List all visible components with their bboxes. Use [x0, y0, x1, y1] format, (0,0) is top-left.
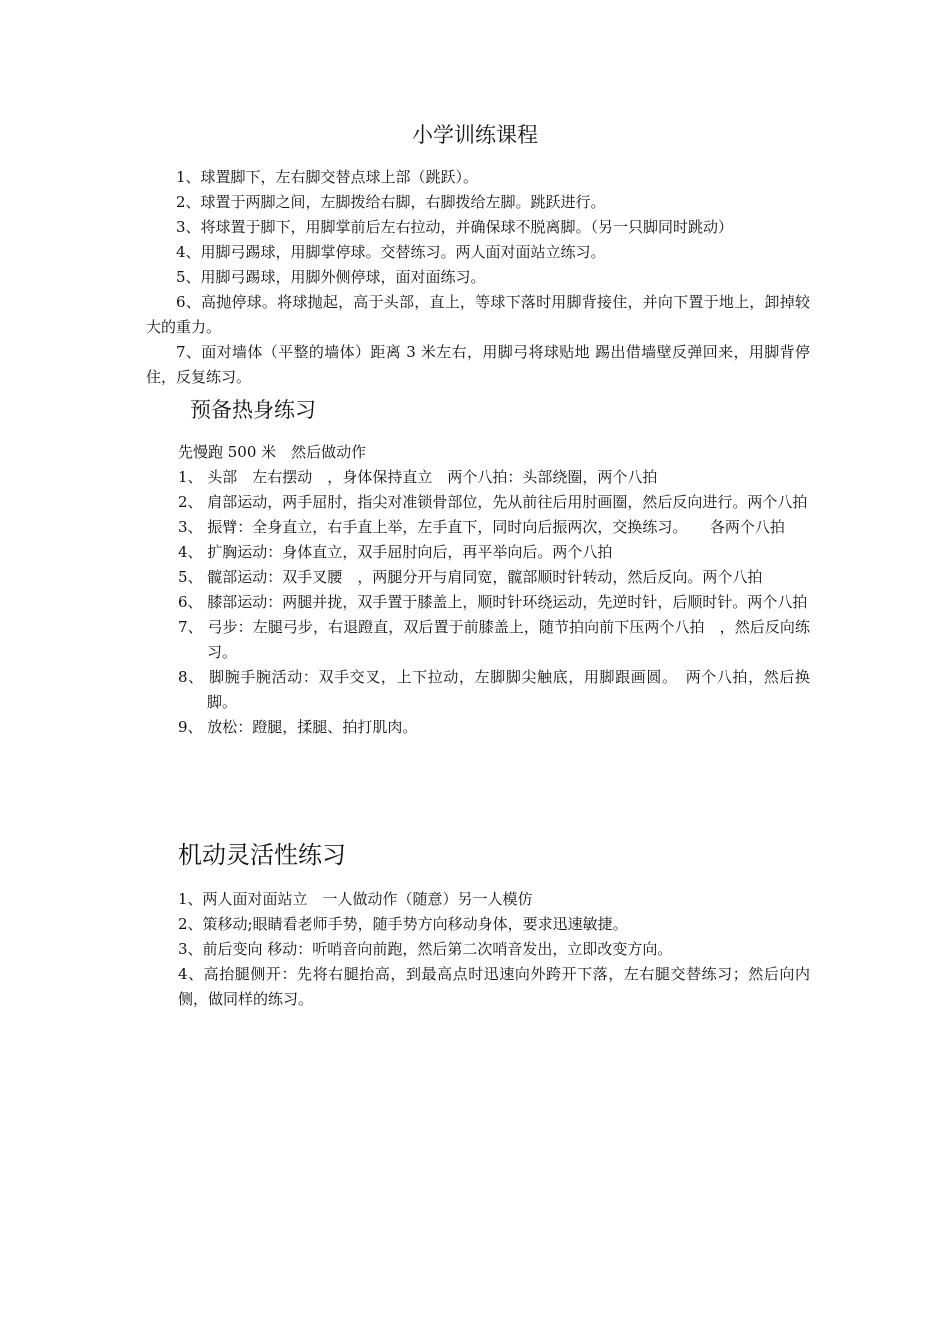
list-item: 7、 弓步：左腿弓步，右退蹬直，双后置于前膝盖上，随节拍向前下压两个八拍 ，然后反向练习。 — [178, 618, 810, 661]
warmup-list — [178, 440, 810, 740]
list-item: 4、用脚弓踢球，用脚掌停球。交替练习。两人面对面站立练习。 — [176, 243, 606, 261]
list-item: 7、面对墙体（平整的墙体）距离 3 米左右，用脚弓将球贴地 踢出借墙壁反弹回来，用脚背停住，反复练习。 — [146, 343, 810, 386]
list-item: 4、高抬腿侧开：先将右腿抬高，到最高点时迅速向外跨开下落，左右腿交替练习；然后向内侧，做同样的练习。 — [178, 965, 810, 1008]
list-item: 2、策移动;眼睛看老师手势，随手势方向移动身体，要求迅速敏捷。 — [178, 915, 628, 933]
list-item: 9、 放松：蹬腿，揉腿、拍打肌肉。 — [178, 718, 418, 736]
list-item: 3、 振臂：全身直立，右手直上举，左手直下，同时向后振两次，交换练习。 各两个八拍 — [178, 518, 785, 536]
list-item: 2、 肩部运动，两手屈肘，指尖对准锁骨部位，先从前往后用肘画圈，然后反向进行。两个八拍 — [178, 493, 808, 511]
warmup-heading: 预备热身练习 — [190, 398, 316, 422]
warmup-lead: 先慢跑 500 米 然后做动作 — [178, 443, 367, 461]
page-title: 小学训练课程 — [412, 123, 538, 147]
list-item: 1、球置脚下，左右脚交替点球上部（跳跃）。 — [176, 168, 479, 186]
list-item: 4、 扩胸运动：身体直立，双手屈肘向后，再平举向后。两个八拍 — [178, 543, 613, 561]
mobility-list — [178, 887, 810, 1012]
list-item: 1、两人面对面站立 一人做动作（随意）另一人模仿 — [178, 890, 533, 908]
list-item: 3、前后变向 移动：听哨音向前跑，然后第二次哨音发出，立即改变方向。 — [178, 940, 673, 958]
list-item: 2、球置于两脚之间，左脚拨给右脚，右脚拨给左脚。跳跃进行。 — [176, 193, 606, 211]
list-item: 5、用脚弓踢球，用脚外侧停球，面对面练习。 — [176, 268, 486, 286]
list-item: 3、将球置于脚下，用脚掌前后左右拉动，并确保球不脱离脚。（另一只脚同时跳动） — [176, 218, 734, 236]
mobility-heading: 机动灵活性练习 — [178, 841, 346, 869]
list-item: 8、 脚腕手腕活动：双手交叉，上下拉动，左脚脚尖触底，用脚跟画圆。 两个八拍，然后换脚。 — [178, 668, 810, 711]
training-list — [146, 165, 810, 390]
list-item: 6、 膝部运动：两腿并拢，双手置于膝盖上，顺时针环绕运动，先逆时针，后顺时针。两个八拍 — [178, 593, 808, 611]
list-item: 1、 头部 左右摆动 ，身体保持直立 两个八拍：头部绕圈，两个八拍 — [178, 468, 658, 486]
list-item: 5、 髋部运动：双手叉腰 ，两腿分开与肩同宽，髋部顺时针转动，然后反向。两个八拍 — [178, 568, 763, 586]
list-item: 6、高抛停球。将球抛起，高于头部，直上，等球下落时用脚背接住，并向下置于地上，卸掉较大的重力。 — [146, 293, 810, 336]
